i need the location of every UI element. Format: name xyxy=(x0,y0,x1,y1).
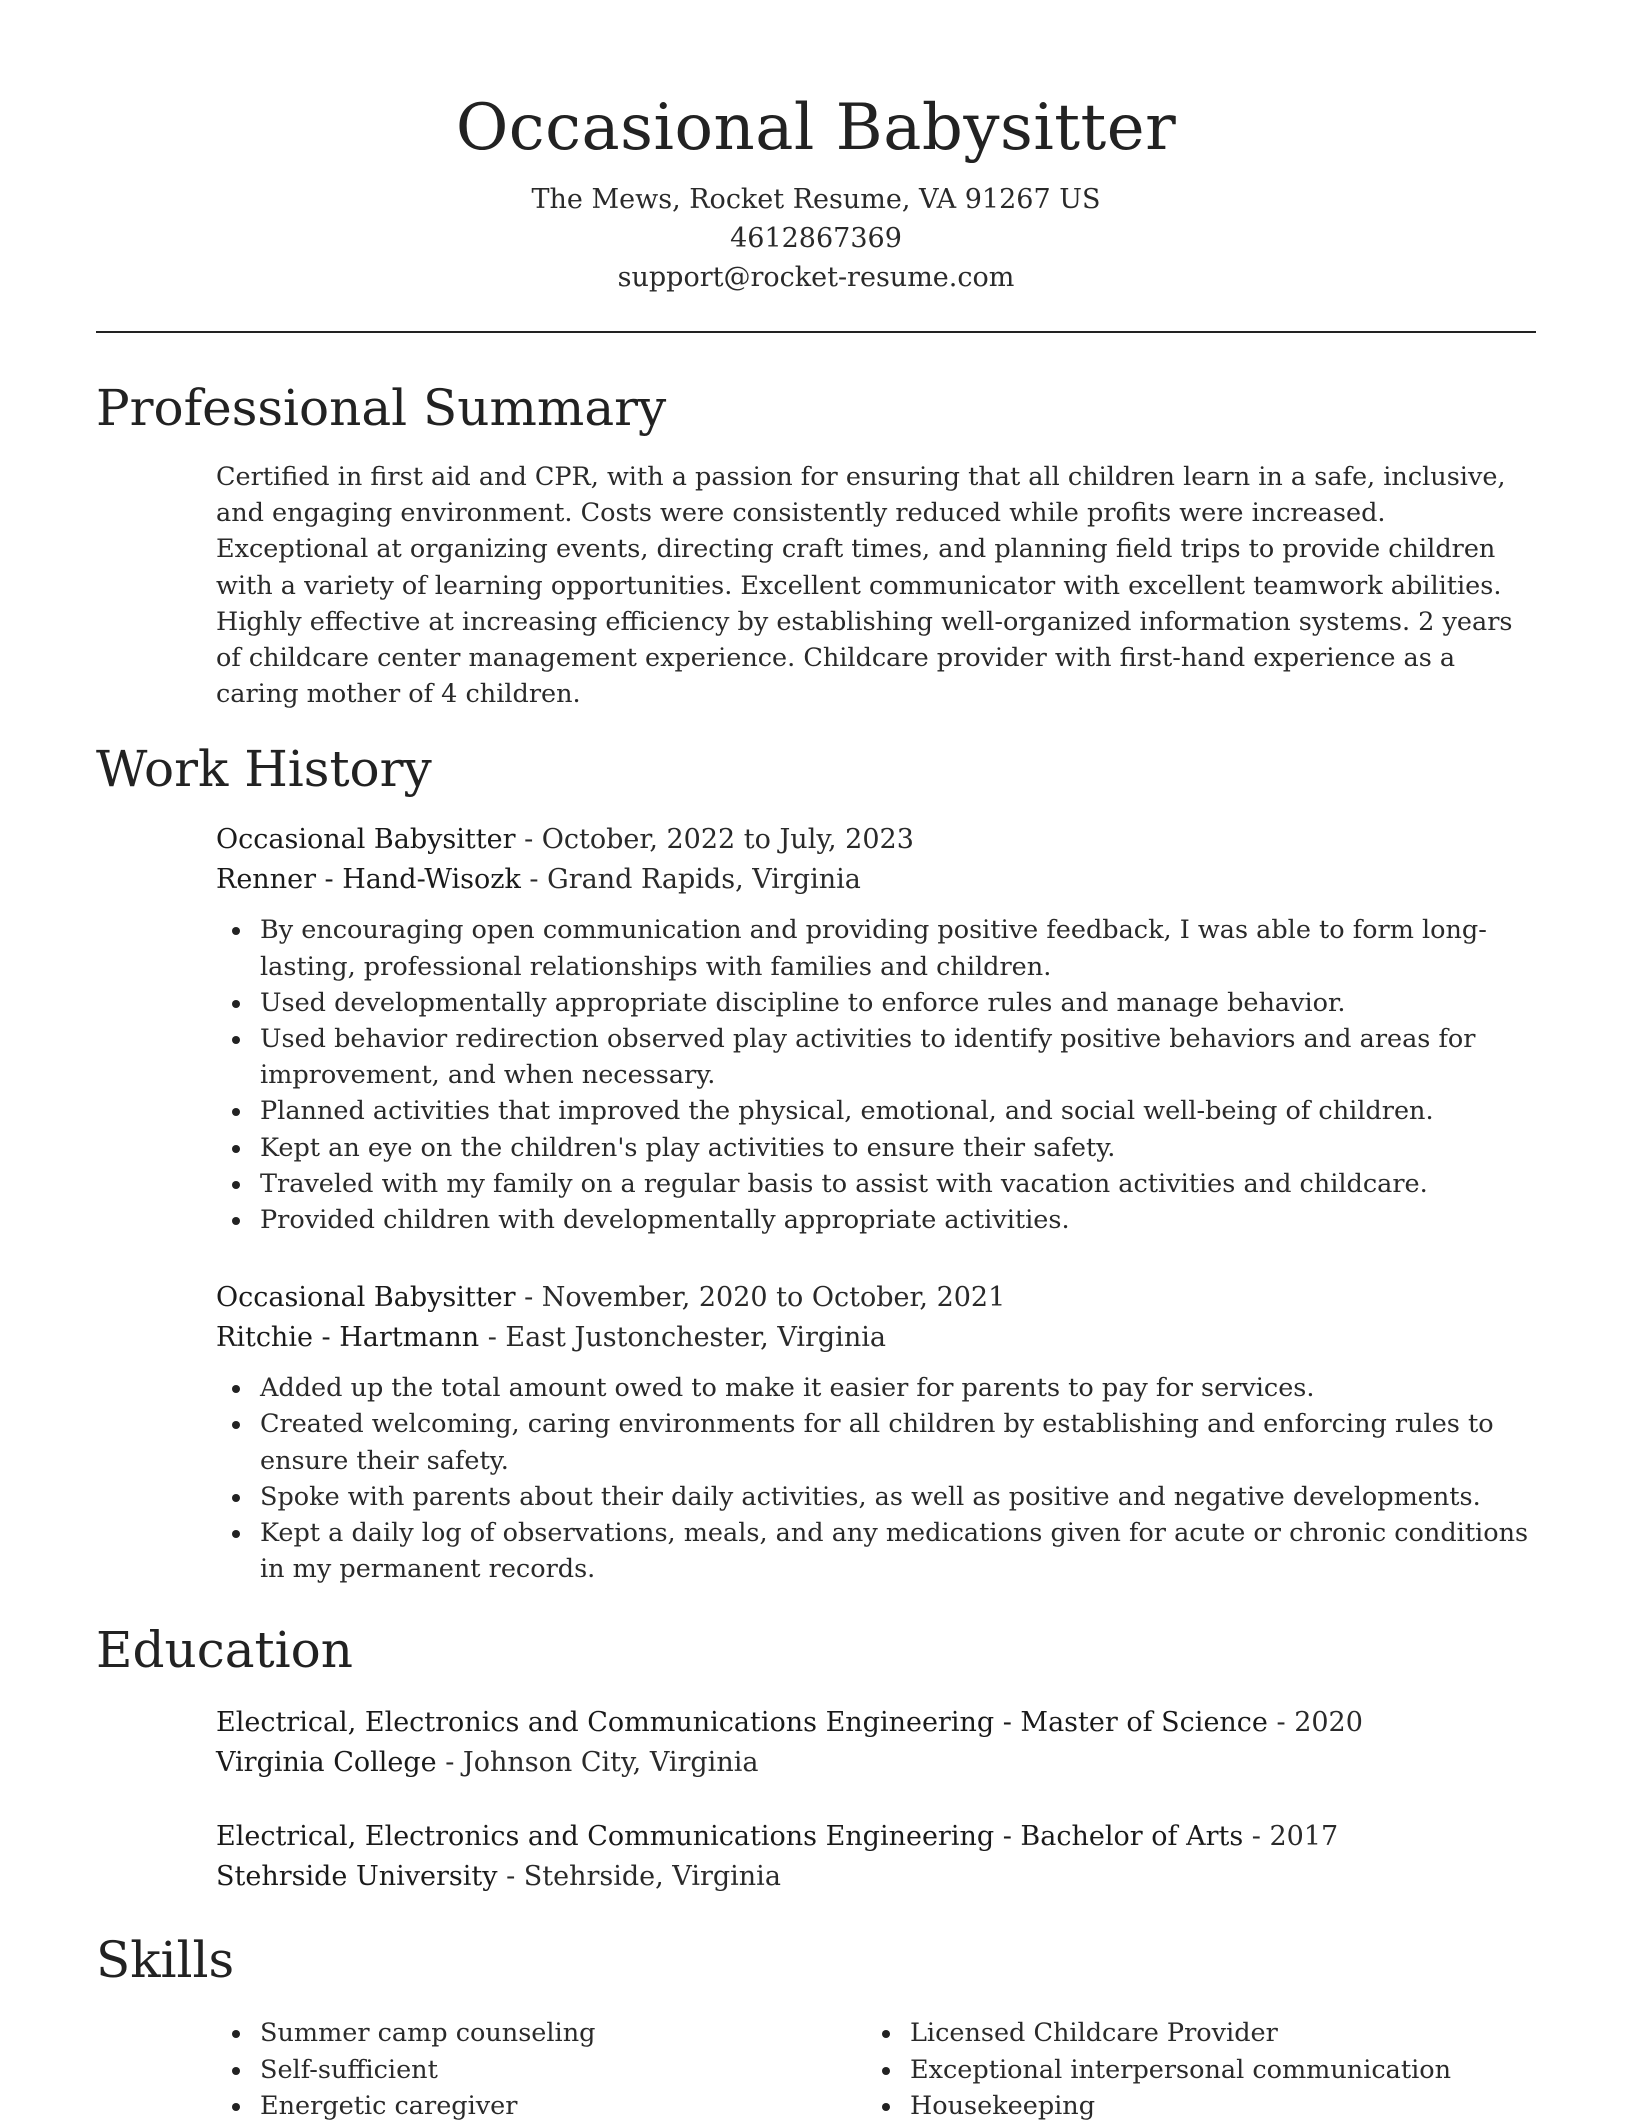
bullet-icon xyxy=(232,1385,240,1393)
job-employer: Ritchie - Hartmann xyxy=(216,1322,480,1354)
skills-column-left xyxy=(216,2015,866,2124)
skills-heading: Skills xyxy=(96,1931,235,1990)
resume-page xyxy=(96,0,1536,2124)
bullet-icon xyxy=(232,1217,240,1225)
summary-text: Certified in first aid and CPR, with a passion for ensuring that all children learn in a safe, inclusive, and engaging environment. Costs were consistently reduced while profits were increased. Exceptional at organizing events, directing craft times, and planning field trips to provide children with a variety of learning opportunities. Excellent communicator with excellent teamwork abilities. Highly effective at increasing efficiency by establishing well-organized information systems. 2 years of childcare center management experience. Childcare provider with first-hand experience as a caring mother of 4 children. xyxy=(216,462,1513,710)
bullet-icon xyxy=(232,927,240,935)
summary-heading: Professional Summary xyxy=(96,379,667,437)
job-dates: - October, 2022 to July, 2023 xyxy=(515,824,914,856)
bullet-icon xyxy=(882,2030,890,2038)
work-history-section xyxy=(96,736,1536,1587)
list-item: Exceptional interpersonal communication xyxy=(866,2052,1516,2088)
skills-list xyxy=(216,2015,866,2124)
job-title-line xyxy=(216,820,1536,860)
education-school-line xyxy=(216,1857,1536,1897)
education-school: Stehrside University xyxy=(216,1861,498,1893)
list-item: Spoke with parents about their daily activities, as well as positive and negative developments. xyxy=(216,1479,1536,1515)
skills-column-right xyxy=(866,2015,1516,2124)
header-divider xyxy=(96,331,1536,333)
contact-phone: 4612867369 xyxy=(730,223,902,254)
job-title-line xyxy=(216,1278,1536,1318)
list-item: By encouraging open communication and providing positive feedback, I was able to form long-lasting, professional relationships with families and children. xyxy=(216,912,1536,984)
job-employer: Renner - Hand-Wisozk xyxy=(216,864,521,896)
education-entry xyxy=(216,1703,1536,1783)
job-dates: - November, 2020 to October, 2021 xyxy=(515,1282,1006,1314)
bullet-icon xyxy=(232,1108,240,1116)
bullet-icon xyxy=(232,1421,240,1429)
education-heading: Education xyxy=(96,1621,353,1680)
list-item: Housekeeping xyxy=(866,2088,1516,2124)
list-item: Licensed Childcare Provider xyxy=(866,2015,1516,2051)
education-year: - 2020 xyxy=(1267,1707,1363,1739)
bullet-icon xyxy=(882,2067,890,2075)
list-item: Used developmentally appropriate discipline to enforce rules and manage behavior. xyxy=(216,985,1536,1021)
education-degree-line xyxy=(216,1817,1536,1857)
job-role: Occasional Babysitter xyxy=(216,824,516,856)
bullet-icon xyxy=(232,2030,240,2038)
list-item: Provided children with developmentally appropriate activities. xyxy=(216,1202,1536,1238)
list-item: Kept a daily log of observations, meals, and any medications given for acute or chronic conditions in my permanent records. xyxy=(216,1515,1536,1587)
education-entry xyxy=(216,1817,1536,1897)
job-role: Occasional Babysitter xyxy=(216,1282,516,1314)
education-section xyxy=(96,1617,1536,1897)
list-item: Created welcoming, caring environments for all children by establishing and enforcing rules to ensure their safety. xyxy=(216,1406,1536,1478)
contact-address: The Mews, Rocket Resume, VA 91267 US xyxy=(531,184,1101,215)
skills-list xyxy=(866,2015,1516,2124)
list-item: Used behavior redirection observed play activities to identify positive behaviors and areas for improvement, and when necessary. xyxy=(216,1021,1536,1093)
work-history-body xyxy=(216,820,1536,1587)
summary-section xyxy=(96,375,1536,712)
education-degree-line xyxy=(216,1703,1536,1743)
bullet-icon xyxy=(232,1000,240,1008)
bullet-icon xyxy=(232,1494,240,1502)
job-location: - East Justonchester, Virginia xyxy=(479,1322,886,1354)
education-school-line xyxy=(216,1743,1536,1783)
summary-body xyxy=(216,459,1536,712)
list-item: Kept an eye on the children's play activities to ensure their safety. xyxy=(216,1130,1536,1166)
job-entry xyxy=(216,820,1536,1238)
list-item: Energetic caregiver xyxy=(216,2088,866,2124)
list-item: Summer camp counseling xyxy=(216,2015,866,2051)
work-history-heading: Work History xyxy=(96,740,432,799)
bullet-icon xyxy=(232,1530,240,1538)
bullet-icon xyxy=(232,2067,240,2075)
bullet-icon xyxy=(232,2103,240,2111)
education-degree: Electrical, Electronics and Communications Engineering - Bachelor of Arts xyxy=(216,1821,1244,1853)
education-degree: Electrical, Electronics and Communications Engineering - Master of Science xyxy=(216,1707,1268,1739)
job-location: - Grand Rapids, Virginia xyxy=(520,864,861,896)
job-employer-line xyxy=(216,860,1536,900)
bullet-icon xyxy=(232,1036,240,1044)
bullet-icon xyxy=(232,1145,240,1153)
bullet-icon xyxy=(882,2103,890,2111)
contact-email: support@rocket-resume.com xyxy=(617,262,1015,293)
education-location: - Stehrside, Virginia xyxy=(497,1861,781,1893)
candidate-name: Occasional Babysitter xyxy=(455,91,1177,165)
skills-grid xyxy=(216,2015,1536,2124)
list-item: Self-sufficient xyxy=(216,2052,866,2088)
skills-section xyxy=(96,1927,1536,2124)
list-item: Added up the total amount owed to make it easier for parents to pay for services. xyxy=(216,1370,1536,1406)
job-bullets xyxy=(216,1370,1536,1587)
list-item: Traveled with my family on a regular basis to assist with vacation activities and childcare. xyxy=(216,1166,1536,1202)
bullet-icon xyxy=(232,1181,240,1189)
job-entry xyxy=(216,1278,1536,1587)
education-body xyxy=(216,1703,1536,1897)
job-employer-line xyxy=(216,1318,1536,1358)
contact-block xyxy=(96,180,1536,297)
education-location: - Johnson City, Virginia xyxy=(436,1747,759,1779)
list-item: Planned activities that improved the physical, emotional, and social well-being of children. xyxy=(216,1093,1536,1129)
job-bullets xyxy=(216,912,1536,1238)
education-year: - 2017 xyxy=(1243,1821,1339,1853)
education-school: Virginia College xyxy=(216,1747,437,1779)
